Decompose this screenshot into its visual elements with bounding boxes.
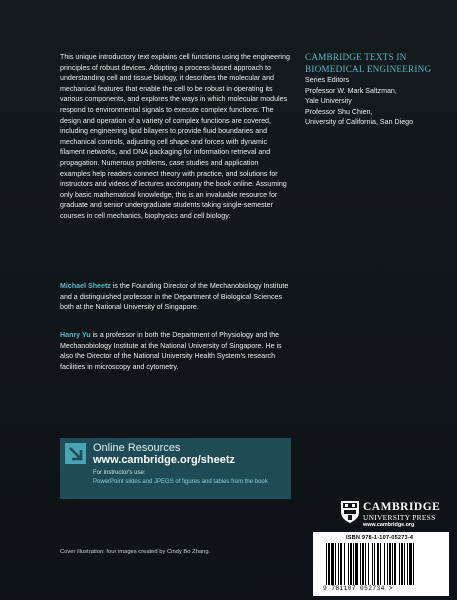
author-bio-text: is the Founding Director of the Mechanobiology Institute and a distinguished professor in the Department of Biological Sciences both at the National University of Singapore. [60, 282, 289, 312]
series-editor-affiliation: Yale University [305, 97, 352, 106]
series-editor: Professor W. Mark Saltzman, [305, 86, 397, 95]
cover-illustration-credit: Cover illustration: four images created by Cindy Bo Zhang. [60, 549, 211, 555]
isbn-label: ISBN 978-1-107-05273-4 [346, 535, 414, 541]
isbn-digits: 9 781107 052734 > [323, 585, 393, 592]
shield-icon [340, 500, 360, 524]
series-info [305, 52, 450, 128]
author-bio-text: is a professor in both the Department of Physiology and the Mechanobiology Institute at the National University of Singapore. He is also the Director of the National University Health System's research facilities in microscopy and cytometry. [60, 331, 282, 371]
author-bio-sheetz [60, 281, 292, 313]
isbn-barcode-box [313, 532, 449, 596]
series-title: BIOMEDICAL ENGINEERING [305, 63, 432, 74]
series-editors-label: Series Editors [305, 76, 350, 84]
series-editor: Professor Shu Chien, [305, 107, 373, 116]
instructor-resources-desc: PowerPoint slides and JPEGS of figures and tables from the book [93, 479, 268, 485]
book-description: This unique introductory text explains cell functions using the engineering principles of robust devices. Adopting a process-based approach to understanding cell and tissue biology, it describes the molecular and mechanical features that enable the cell to be robust in operating its various components, and explores the ways in which molecular modules respond to environmental signals to execute complex functions. The design and operation of a variety of complex functions are covered, including engineering lipid bilayers to provide fluid boundaries and mechanical controls, adjusting cell shape and forces with dynamic filament networks, and DNA packaging for information retrieval and propagation. Numerous problems, case studies and application examples help readers connect theory with practice, and solutions for instructors and videos of lectures accompany the book online. Assuming only basic mathematical knowledge, this is an invaluable resource for graduate and senior undergraduate students taking single-semester courses in cell mechanics, biophysics and cell biology. [60, 53, 290, 220]
barcode-icon [325, 543, 437, 585]
series-title: CAMBRIDGE TEXTS IN [305, 52, 407, 62]
arrow-icon [65, 443, 86, 464]
series-editor-affiliation: University of California, San Diego [305, 118, 414, 127]
online-resources-link[interactable]: www.cambridge.org/sheetz [93, 454, 236, 466]
author-bio-yu [60, 330, 292, 372]
online-resources-title: Online Resources [93, 442, 181, 454]
author-name: Hanry Yu [60, 331, 91, 339]
online-resources-box [60, 438, 291, 499]
publisher-url[interactable]: www.cambridge.org [363, 522, 415, 528]
author-name: Michael Sheetz [60, 282, 111, 290]
publisher-name: CAMBRIDGE [363, 501, 441, 513]
instructor-use-label: For instructor's use: [93, 470, 146, 476]
publisher-press: UNIVERSITY PRESS [363, 513, 436, 522]
